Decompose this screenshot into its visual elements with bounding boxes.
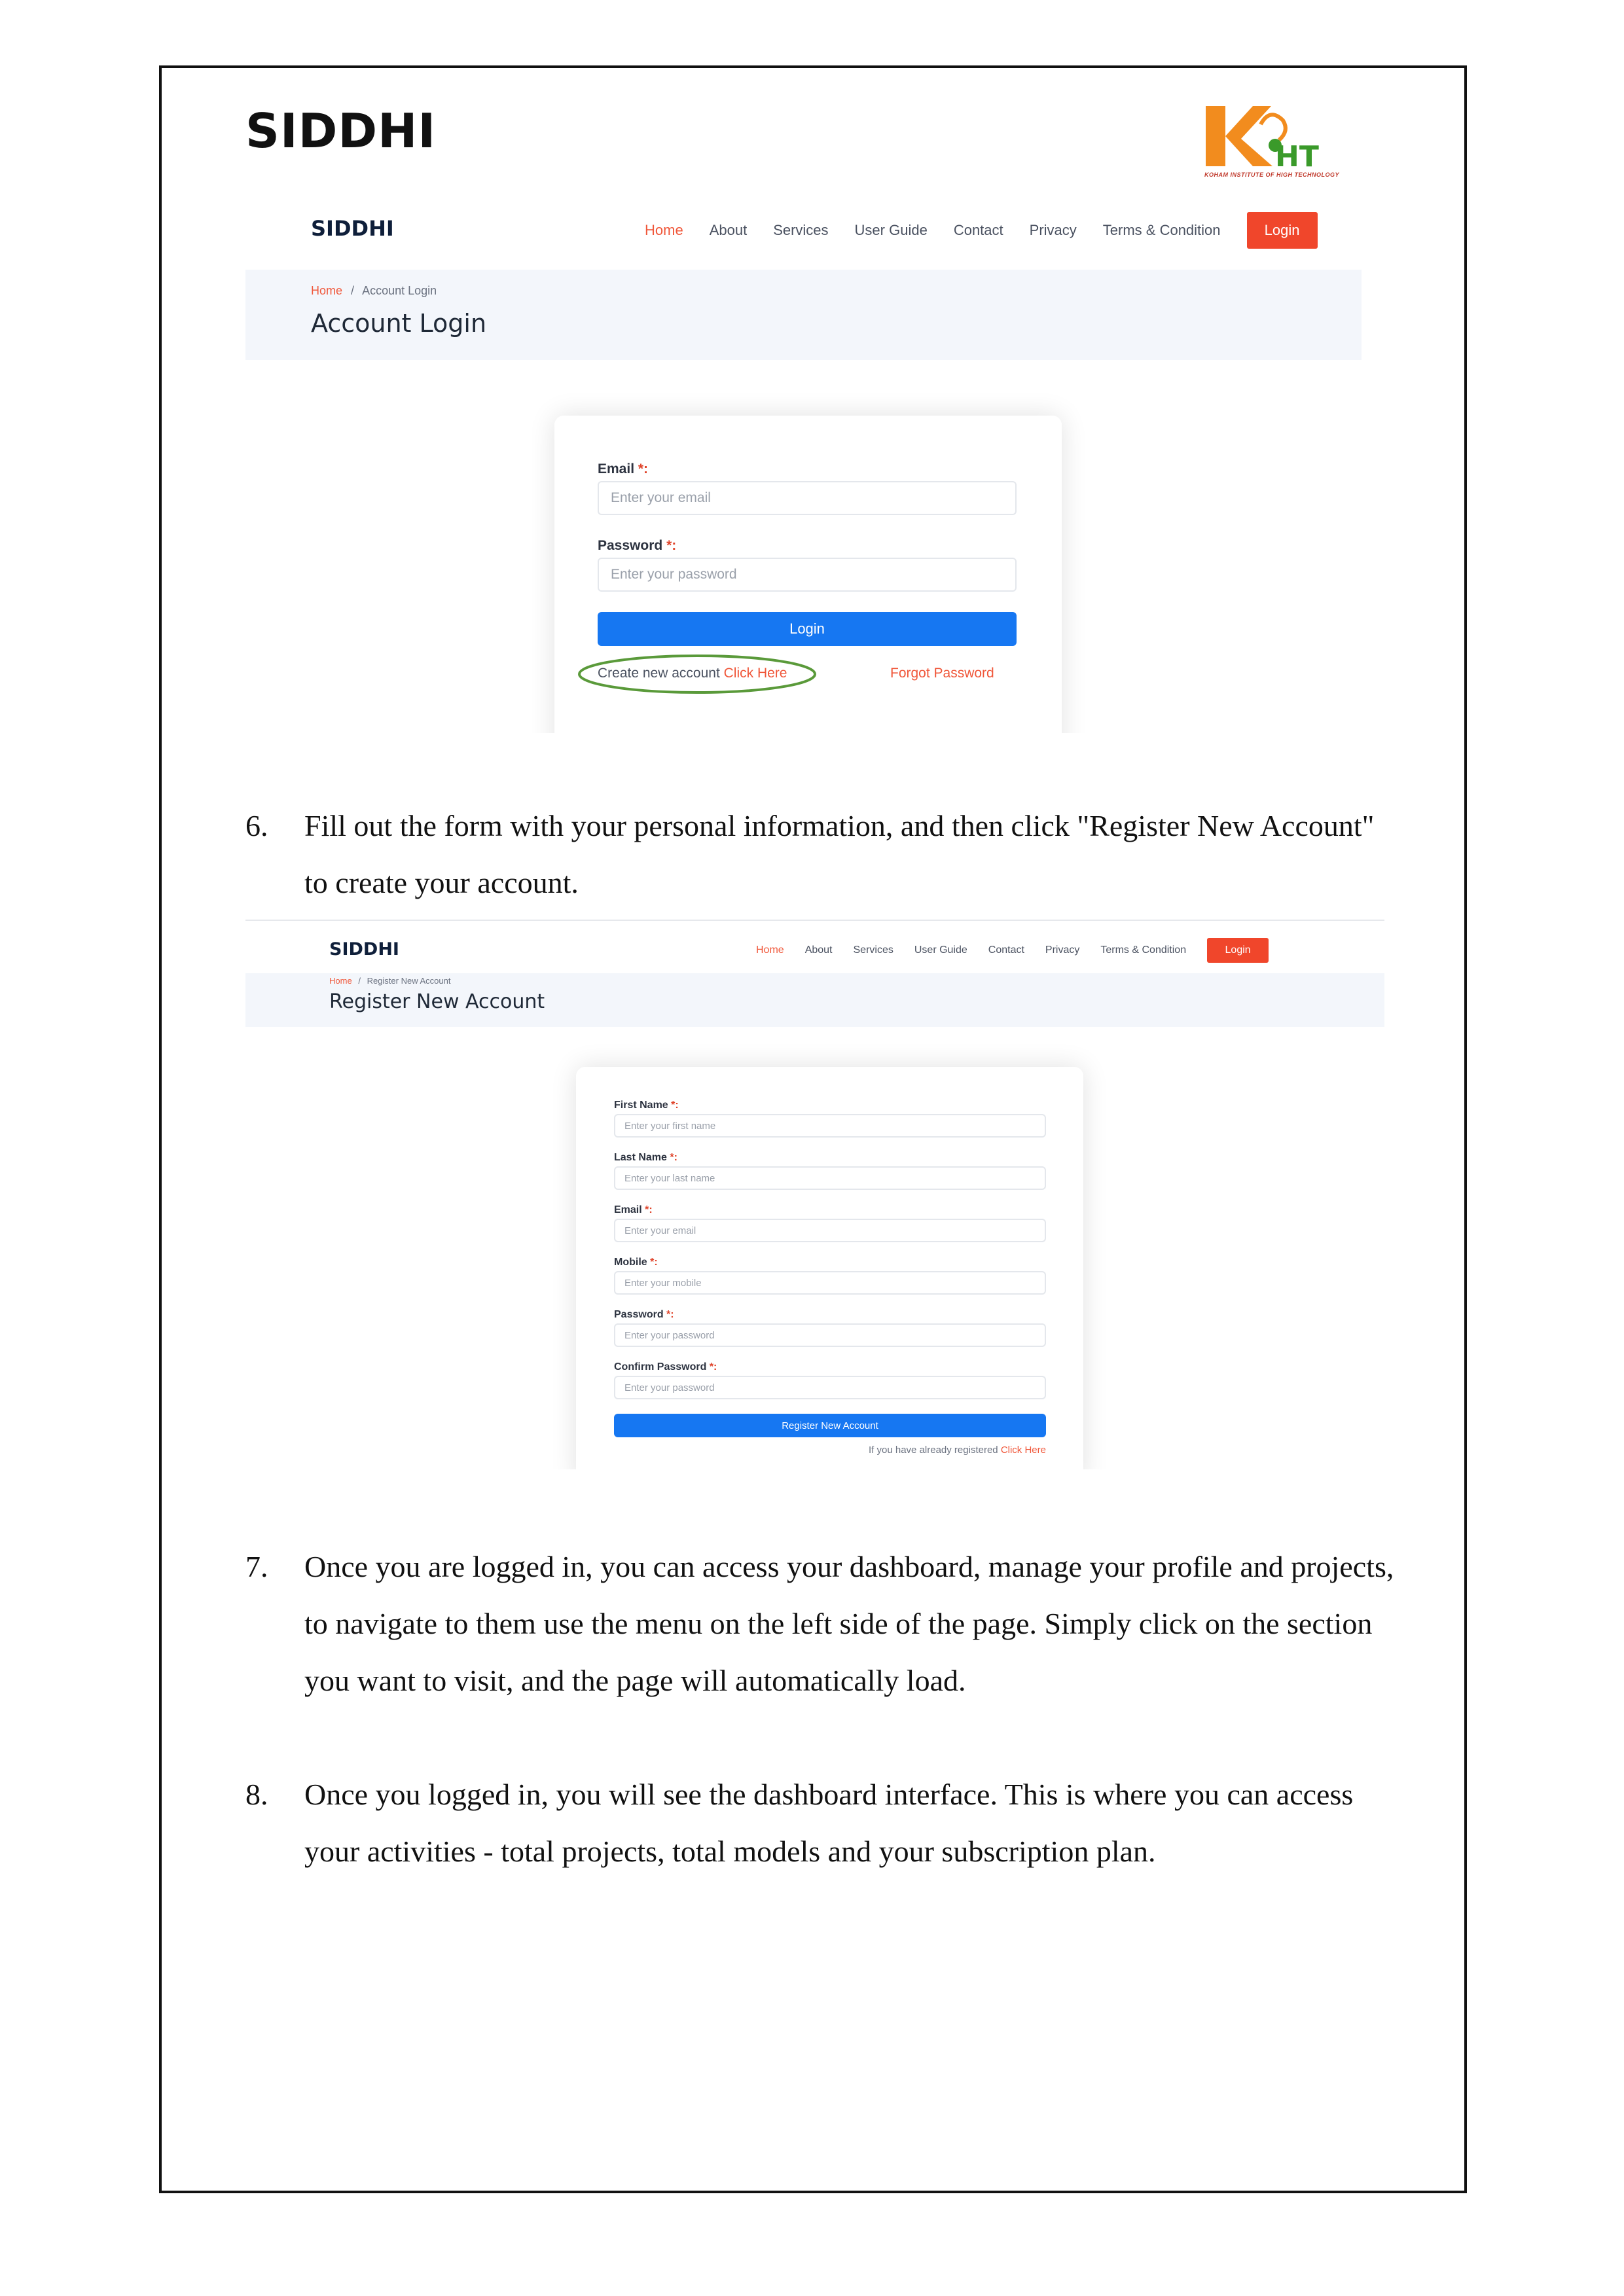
mobile-label: Mobile *: — [614, 1257, 658, 1268]
login-brand[interactable]: SIDDHI — [311, 216, 394, 241]
nav-about[interactable]: About — [804, 944, 833, 956]
nav-services[interactable]: Services — [773, 222, 829, 238]
step-text: Once you are logged in, you can access your dashboard, manage your profile and projects, to navigate to them use the menu on the left side of the page. Simply click on the section you want to visit, and the page will automatically load. — [304, 1550, 1394, 1697]
breadcrumb-separator: / — [358, 976, 361, 986]
email-input[interactable]: Enter your email — [614, 1219, 1046, 1242]
login-screenshot — [245, 196, 1371, 733]
nav-privacy[interactable]: Privacy — [1045, 944, 1080, 956]
click-here-link[interactable]: Click Here — [1000, 1444, 1046, 1456]
step-number: 6. — [245, 809, 268, 842]
nav-login-button[interactable]: Login — [1207, 938, 1269, 963]
confirm-password-label: Confirm Password *: — [614, 1361, 717, 1372]
already-registered-note: If you have already registered Click Here — [869, 1444, 1046, 1456]
step-text: Once you logged in, you will see the dashboard interface. This is where you can access your activities - total projects, total models and your subscription plan. — [304, 1778, 1354, 1868]
password-input[interactable]: Enter your password — [598, 558, 1017, 592]
login-banner — [245, 270, 1362, 360]
nav-privacy[interactable]: Privacy — [1029, 222, 1077, 238]
nav-services[interactable]: Services — [853, 944, 893, 956]
register-brand[interactable]: SIDDHI — [329, 939, 399, 960]
forgot-password-link[interactable]: Forgot Password — [890, 666, 994, 681]
breadcrumb-home[interactable]: Home — [329, 976, 352, 986]
register-card — [576, 1067, 1083, 1469]
nav-contact[interactable]: Contact — [988, 944, 1024, 956]
breadcrumb-current: Account Login — [362, 284, 437, 297]
page-title: Register New Account — [329, 990, 545, 1013]
step-7 — [245, 1538, 1398, 1709]
document-title: SIDDHI — [245, 103, 437, 158]
step-text: Fill out the form with your personal information, and then click "Register New Account" to create your account. — [304, 809, 1375, 899]
password-input[interactable]: Enter your password — [614, 1323, 1046, 1347]
nav-home[interactable]: Home — [756, 944, 784, 956]
breadcrumb — [329, 976, 450, 986]
nav-home[interactable]: Home — [645, 222, 683, 238]
kiht-logo — [1198, 98, 1355, 187]
svg-text:HT: HT — [1275, 140, 1319, 173]
mobile-input[interactable]: Enter your mobile — [614, 1271, 1046, 1295]
top-divider — [245, 920, 1384, 921]
login-button[interactable]: Login — [598, 612, 1017, 646]
breadcrumb-separator: / — [351, 284, 355, 297]
breadcrumb-home[interactable]: Home — [311, 284, 343, 297]
create-account-link[interactable]: Create new account Click Here — [598, 666, 787, 681]
nav-about[interactable]: About — [709, 222, 748, 238]
page-title: Account Login — [311, 309, 487, 338]
last-name-label: Last Name *: — [614, 1152, 677, 1163]
breadcrumb-current: Register New Account — [367, 976, 451, 986]
nav-contact[interactable]: Contact — [953, 222, 1003, 238]
password-label: Password *: — [598, 538, 677, 553]
email-input[interactable]: Enter your email — [598, 481, 1017, 515]
last-name-input[interactable]: Enter your last name — [614, 1166, 1046, 1190]
register-new-account-button[interactable]: Register New Account — [614, 1414, 1046, 1437]
click-here-link[interactable]: Click Here — [723, 666, 787, 681]
breadcrumb — [311, 284, 437, 298]
register-screenshot — [245, 920, 1384, 1469]
nav-login-button[interactable]: Login — [1247, 212, 1318, 249]
step-number: 8. — [245, 1778, 268, 1811]
logo-subtext: KOHAM INSTITUTE OF HIGH TECHNOLOGY — [1204, 171, 1339, 178]
password-label: Password *: — [614, 1309, 674, 1320]
first-name-input[interactable]: Enter your first name — [614, 1114, 1046, 1138]
login-navbar — [645, 212, 1318, 249]
register-banner — [245, 973, 1384, 1027]
email-label: Email *: — [614, 1204, 653, 1215]
highlight-ellipse — [576, 651, 818, 697]
first-name-label: First Name *: — [614, 1100, 679, 1111]
step-number: 7. — [245, 1550, 268, 1583]
nav-terms[interactable]: Terms & Condition — [1102, 222, 1221, 238]
nav-user-guide[interactable]: User Guide — [914, 944, 967, 956]
step-8 — [245, 1766, 1398, 1880]
nav-terms[interactable]: Terms & Condition — [1100, 944, 1187, 956]
nav-user-guide[interactable]: User Guide — [854, 222, 928, 238]
register-navbar — [756, 938, 1269, 963]
email-label: Email *: — [598, 461, 649, 476]
step-6 — [245, 797, 1398, 911]
confirm-password-input[interactable]: Enter your password — [614, 1376, 1046, 1399]
